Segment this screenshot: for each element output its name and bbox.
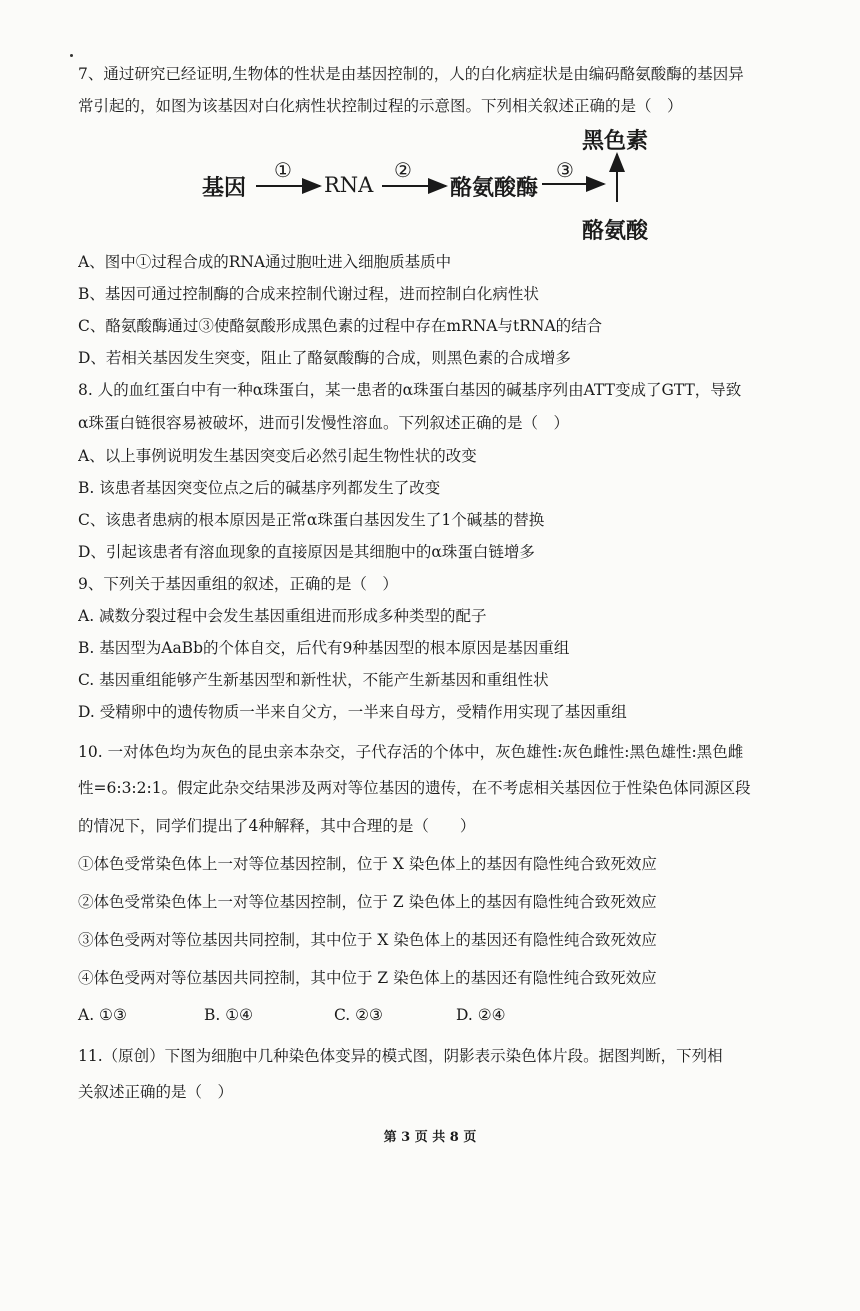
diagram-tyrosine: 酪氨酸: [582, 218, 649, 244]
gene-control-diagram: [196, 120, 676, 250]
q10-stem-line2: 性=6:3:2:1。假定此杂交结果涉及两对等位基因的遗传，在不考虑相关基因位于性染色体同源区段: [78, 779, 751, 797]
q10-statement-2: ②体色受常染色体上一对等位基因控制，位于 Z 染色体上的基因有隐性纯合致死效应: [78, 893, 657, 911]
q10-statement-3: ③体色受两对等位基因共同控制，其中位于 X 染色体上的基因还有隐性纯合致死效应: [78, 931, 657, 949]
q8-option-a: A、以上事例说明发生基因突变后必然引起生物性状的改变: [78, 447, 477, 465]
q10-stem-line1: 10. 一对体色均为灰色的昆虫亲本杂交，子代存活的个体中，灰色雄性:灰色雌性:黑色雄性:黑色雌: [78, 743, 744, 761]
q10-choices: [78, 1006, 790, 1028]
q11-stem-line1: 11.（原创）下图为细胞中几种染色体变异的模式图，阴影表示染色体片段。据图判断，下列相: [78, 1047, 723, 1065]
diagram-melanin: 黑色素: [582, 128, 649, 154]
scan-speck: [70, 54, 73, 57]
diagram-rna: RNA: [324, 173, 374, 197]
q7-option-d: D、若相关基因发生突变，阻止了酪氨酸酶的合成，则黑色素的合成增多: [78, 349, 571, 367]
q9-option-c: C. 基因重组能够产生新基因型和新性状，不能产生新基因和重组性状: [78, 671, 549, 689]
q10-option-d: D. ②④: [456, 1006, 506, 1024]
q8-option-b: B. 该患者基因突变位点之后的碱基序列都发生了改变: [78, 479, 441, 497]
q8-stem-line1: 8. 人的血红蛋白中有一种α珠蛋白，某一患者的α珠蛋白基因的碱基序列由ATT变成了GTT，导致: [78, 381, 742, 399]
q10-statement-1: ①体色受常染色体上一对等位基因控制，位于 X 染色体上的基因有隐性纯合致死效应: [78, 855, 657, 873]
diagram-gene: 基因: [202, 175, 247, 201]
q7-stem-line1: 7、通过研究已经证明,生物体的性状是由基因控制的，人的白化病症状是由编码酪氨酸酶的基因异: [78, 65, 744, 83]
diagram-step1: ①: [274, 158, 292, 182]
diagram-enzyme: 酪氨酸酶: [450, 175, 539, 201]
diagram-step3: ③: [556, 158, 574, 182]
q10-statement-4: ④体色受两对等位基因共同控制，其中位于 Z 染色体上的基因还有隐性纯合致死效应: [78, 969, 657, 987]
diagram-step2: ②: [394, 158, 412, 182]
q8-option-d: D、引起该患者有溶血现象的直接原因是其细胞中的α珠蛋白链增多: [78, 543, 535, 561]
q11-stem-line2: 关叙述正确的是（ ）: [78, 1083, 234, 1101]
q7-option-b: B、基因可通过控制酶的合成来控制代谢过程，进而控制白化病性状: [78, 285, 539, 303]
q10-stem-line3: 的情况下，同学们提出了4种解释，其中合理的是（ ）: [78, 817, 476, 835]
q7-option-a: A、图中①过程合成的RNA通过胞吐进入细胞质基质中: [78, 253, 452, 271]
q10-option-a: A. ①③: [78, 1006, 127, 1024]
q8-option-c: C、该患者患病的根本原因是正常α珠蛋白基因发生了1个碱基的替换: [78, 511, 545, 529]
q9-stem: 9、下列关于基因重组的叙述，正确的是（ ）: [78, 575, 398, 593]
q7-option-c: C、酪氨酸酶通过③使酪氨酸形成黑色素的过程中存在mRNA与tRNA的结合: [78, 317, 603, 335]
page-number-footer: 第 3 页 共 8 页: [383, 1130, 477, 1145]
q9-option-b: B. 基因型为AaBb的个体自交，后代有9种基因型的根本原因是基因重组: [78, 639, 570, 657]
q7-stem-line2: 常引起的，如图为该基因对白化病性状控制过程的示意图。下列相关叙述正确的是（ ）: [78, 97, 683, 115]
q10-option-c: C. ②③: [334, 1006, 383, 1024]
q9-option-a: A. 减数分裂过程中会发生基因重组进而形成多种类型的配子: [78, 607, 487, 625]
q8-stem-line2: α珠蛋白链很容易被破坏，进而引发慢性溶血。下列叙述正确的是（ ）: [78, 414, 569, 432]
q9-option-d: D. 受精卵中的遗传物质一半来自父方，一半来自母方，受精作用实现了基因重组: [78, 703, 627, 721]
q10-option-b: B. ①④: [204, 1006, 254, 1024]
